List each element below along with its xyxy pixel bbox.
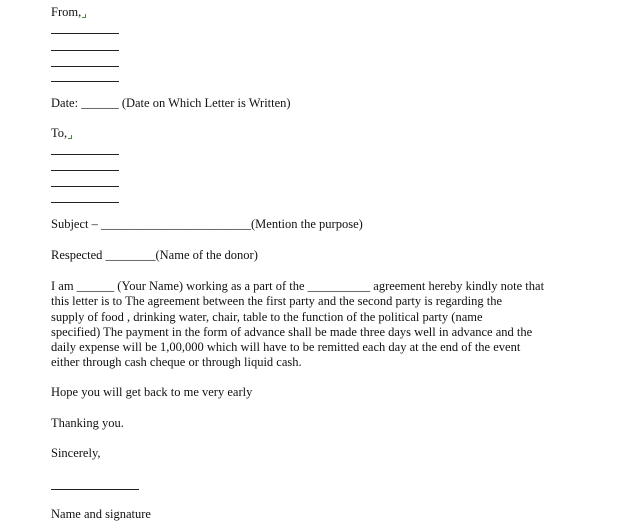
from-label-text: From, (51, 5, 82, 19)
edit-mark-icon (82, 14, 86, 18)
salutation-line: Respected ________(Name of the donor) (51, 248, 258, 262)
from-address-blank (51, 50, 119, 51)
to-label (51, 126, 72, 141)
from-address-blank (51, 33, 119, 34)
body-line: daily expense will be 1,00,000 which will have to be remitted each day at the end of the event (51, 340, 521, 355)
body-line: I am ______ (Your Name) working as a part of the __________ agreement hereby kindly note that (51, 279, 545, 293)
body-line: this letter is to The agreement between the first party and the second party is regarding the (51, 294, 503, 309)
body-line: either through cash cheque or through liquid cash. (51, 355, 302, 370)
from-address-blank (51, 66, 119, 67)
to-address-blank (51, 154, 119, 155)
edit-mark-icon (68, 135, 72, 139)
thanking-line: Thanking you. (51, 416, 124, 430)
body-paragraph (51, 279, 591, 371)
to-address-blank (51, 202, 119, 203)
to-address-blank (51, 186, 119, 187)
subject-line: Subject – ________________________(Mention the purpose) (51, 217, 363, 231)
date-line: Date: ______ (Date on Which Letter is Written) (51, 96, 291, 110)
from-label (51, 5, 86, 20)
signature-label: Name and signature (51, 507, 151, 521)
to-address-blank (51, 170, 119, 171)
to-label-text: To, (51, 126, 68, 140)
from-address-blank (51, 81, 119, 82)
sincerely-line: Sincerely, (51, 446, 101, 460)
body-line: specified) The payment in the form of advance shall be made three days well in advance and the (51, 324, 533, 339)
closing-hope-line: Hope you will get back to me very early (51, 385, 253, 399)
body-line: supply of food , drinking water, chair, table to the function of the political party (name (51, 309, 483, 324)
signature-blank (51, 489, 139, 490)
